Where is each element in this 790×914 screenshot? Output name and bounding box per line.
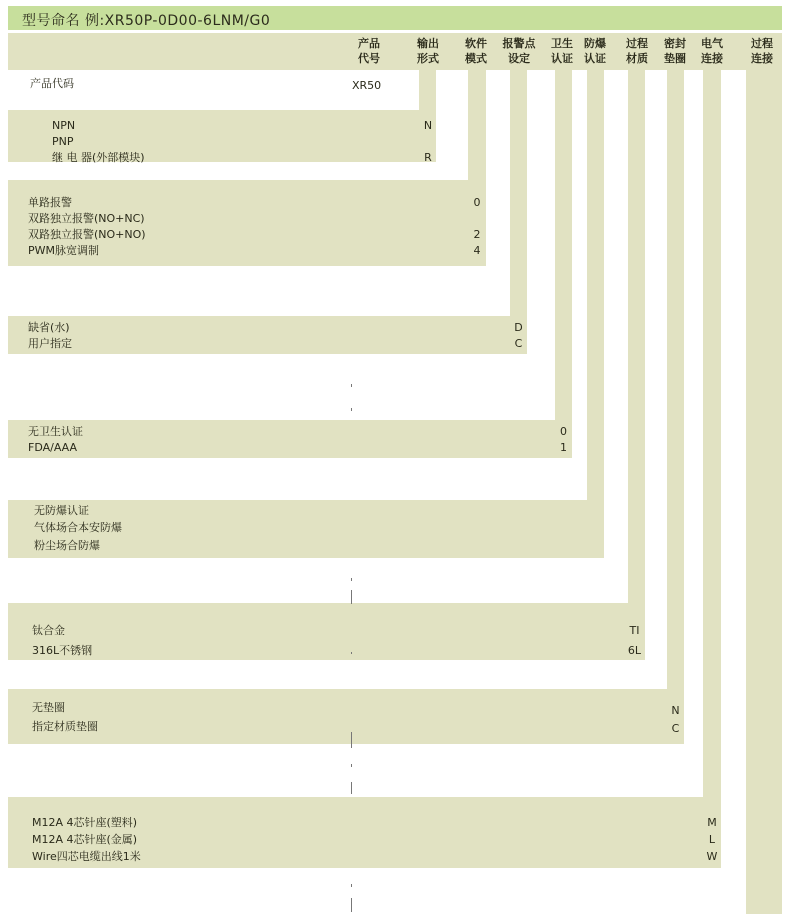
bar-material [628, 70, 645, 660]
header-product-code: 产品 代号 [358, 37, 380, 65]
header-output-form: 输出 形式 [417, 37, 439, 65]
header-hygiene-cert: 卫生 认证 [551, 37, 573, 65]
header-explosion-cert: 防爆 认证 [584, 37, 606, 65]
header-seal-gasket: 密封 垫圈 [664, 37, 686, 65]
header-process-conn: 过程 连接 [751, 37, 773, 65]
bar-explosion [587, 70, 604, 558]
seal-item: 指定材质垫圈 [32, 720, 98, 733]
software-item: PWM脉宽调制 [28, 244, 100, 257]
output-item: 继 电 器(外部模块) [52, 151, 145, 164]
seal-item: 无垫圈 [32, 701, 65, 714]
guide-mark [351, 884, 352, 887]
guide-mark [351, 590, 352, 604]
guide-mark [351, 652, 352, 654]
software-item: 单路报警 [28, 196, 72, 209]
hygiene-item: 无卫生认证 [28, 425, 83, 438]
product-code: XR50 [352, 79, 382, 92]
alarm-item: 缺省(水) [28, 321, 70, 334]
hygiene-code: 1 [560, 441, 567, 454]
bar-hygiene [555, 70, 572, 458]
explosion-item: 无防爆认证 [34, 504, 89, 517]
material-code: 6L [627, 644, 642, 657]
header-process-material: 过程 材质 [626, 37, 648, 65]
alarm-code: D [514, 321, 523, 334]
header-electrical-conn: 电气 连接 [701, 37, 723, 65]
software-code: 0 [473, 196, 481, 209]
header-software-mode: 软件 模式 [465, 37, 487, 65]
electrical-code: L [708, 833, 716, 846]
guide-mark [351, 898, 352, 912]
output-code: R [424, 151, 432, 164]
software-code: 4 [473, 244, 481, 257]
electrical-code: W [706, 850, 718, 863]
hygiene-code: 0 [560, 425, 567, 438]
electrical-item: Wire四芯电缆出线1米 [32, 850, 141, 863]
guide-mark [351, 578, 352, 581]
header-alarm-setting: 报警点 设定 [502, 37, 536, 65]
explosion-item: 粉尘场合防爆 [34, 539, 100, 552]
guide-mark [351, 732, 352, 748]
alarm-band [8, 316, 527, 354]
seal-band [8, 689, 684, 744]
seal-code: N [671, 704, 680, 717]
hygiene-band [8, 420, 572, 458]
software-code: 2 [473, 228, 481, 241]
explosion-item: 气体场合本安防爆 [34, 521, 122, 534]
output-item: PNP [52, 135, 74, 148]
electrical-item: M12A 4芯针座(金属) [32, 833, 138, 846]
product-label: 产品代码 [30, 77, 74, 90]
material-band [8, 603, 645, 660]
alarm-item: 用户指定 [28, 337, 72, 350]
bar-electrical [703, 70, 721, 868]
bar-seal [667, 70, 684, 744]
page-title: 型号命名 例:XR50P-0D00-6LNM/G0 [22, 13, 271, 29]
electrical-code: M [707, 816, 717, 829]
material-item: 316L不锈钢 [32, 644, 93, 657]
output-code: N [423, 119, 433, 132]
hygiene-item: FDA/AAA [28, 441, 78, 454]
electrical-item: M12A 4芯针座(塑料) [32, 816, 138, 829]
output-item: NPN [52, 119, 76, 132]
guide-mark [351, 408, 352, 411]
guide-mark [351, 764, 352, 767]
guide-mark [351, 384, 352, 387]
bar-process [746, 70, 782, 914]
material-code: TI [629, 624, 640, 637]
guide-mark [351, 782, 352, 794]
bar-alarm [510, 70, 527, 354]
software-item: 双路独立报警(NO+NO) [28, 228, 146, 241]
material-item: 钛合金 [32, 624, 65, 637]
alarm-code: C [514, 337, 523, 350]
software-item: 双路独立报警(NO+NC) [28, 212, 145, 225]
seal-code: C [671, 722, 680, 735]
